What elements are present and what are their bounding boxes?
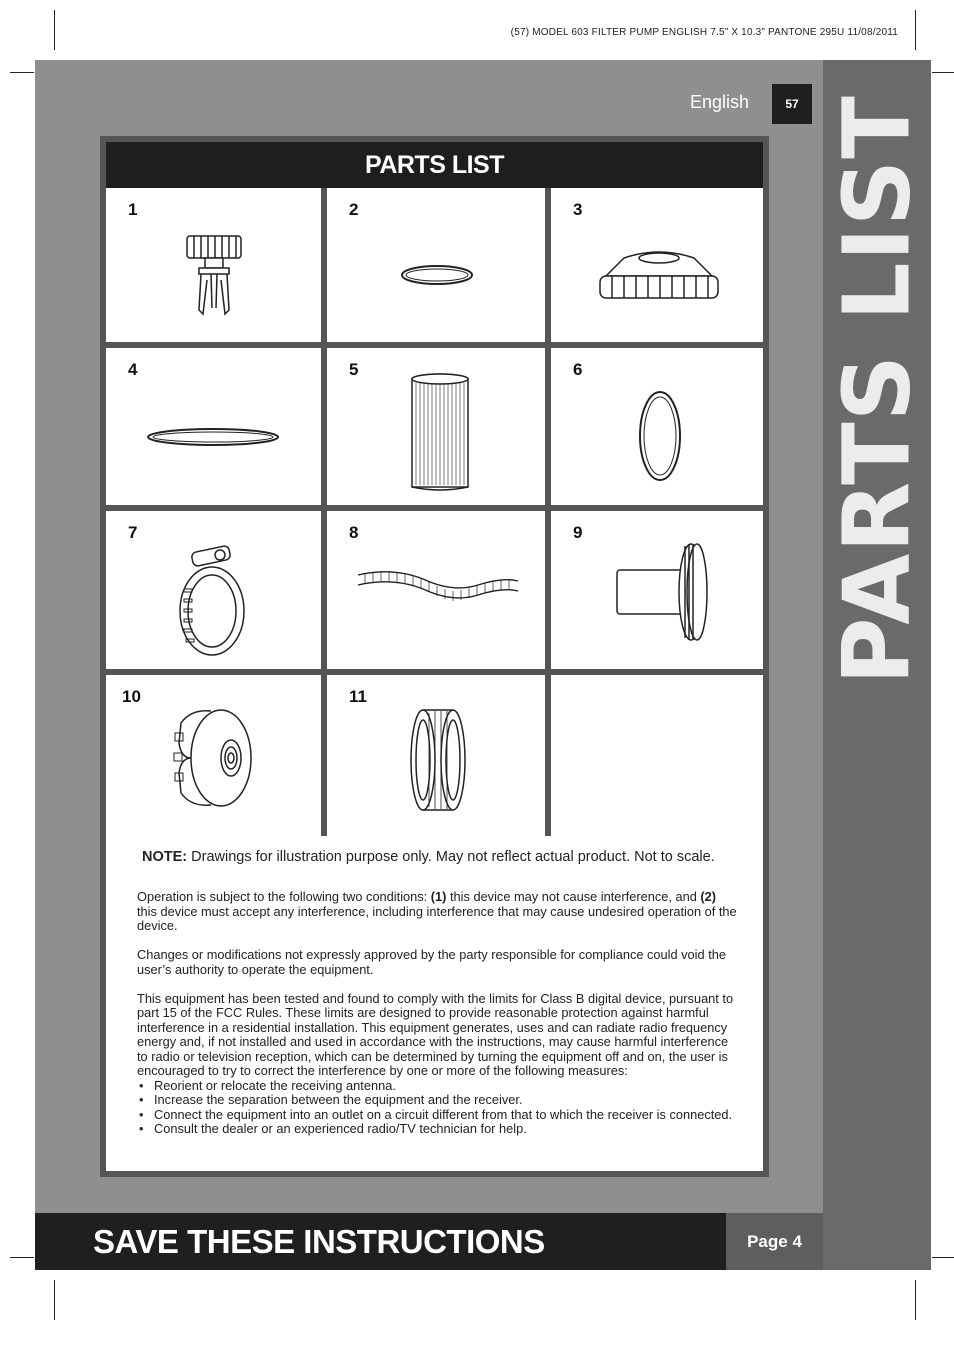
fcc-statement — [137, 890, 737, 1137]
fcc-paragraph-2: Changes or modifications not expressly approved by the party responsible for compliance could void the user’s authority to operate the equipment. — [137, 947, 726, 977]
crop-mark — [10, 72, 34, 73]
note-area — [106, 836, 763, 1171]
panel-title: PARTS LIST — [106, 142, 763, 188]
parts-list-panel — [100, 136, 769, 1177]
part-cell — [551, 511, 763, 669]
crop-mark — [932, 72, 954, 73]
part-number: 2 — [349, 200, 359, 219]
large-o-ring-icon — [143, 422, 283, 452]
part-cell — [551, 348, 763, 505]
part-cell — [327, 511, 545, 669]
strainer-grid-icon — [179, 230, 249, 320]
fcc-text: Operation is subject to the following two conditions: — [137, 889, 431, 904]
connector-nut-icon — [405, 705, 475, 815]
part-cell — [327, 675, 545, 836]
save-instructions-title: SAVE THESE INSTRUCTIONS — [93, 1223, 545, 1260]
list-item: • Connect the equipment into an outlet on a circuit different from that to which the receiver is connected. — [137, 1108, 737, 1123]
cover-cap-icon — [594, 248, 724, 308]
part-number: 3 — [573, 200, 583, 219]
side-title: PARTS LIST — [823, 95, 931, 685]
footer-page-label: Page 4 — [726, 1213, 823, 1270]
fcc-measures-list — [137, 1079, 737, 1137]
part-number: 10 — [122, 687, 141, 706]
oval-o-ring-icon — [635, 386, 685, 486]
part-number: 6 — [573, 360, 583, 379]
crop-mark — [54, 10, 55, 50]
part-cell — [327, 188, 545, 342]
fcc-text: this device must accept any interference, including interference that may cause undesired operation of the device. — [137, 903, 737, 933]
o-ring-small-icon — [397, 260, 477, 290]
page-badge: 57 — [772, 84, 812, 124]
crop-mark — [10, 1257, 34, 1258]
crop-mark — [932, 1257, 954, 1258]
crop-mark — [54, 1280, 55, 1320]
crop-mark — [915, 10, 916, 50]
side-strip — [823, 60, 931, 1270]
part-cell — [106, 511, 321, 669]
list-item: • Increase the separation between the equipment and the receiver. — [137, 1093, 737, 1108]
part-number: 11 — [349, 687, 367, 706]
part-cell — [551, 188, 763, 342]
part-number: 4 — [128, 360, 138, 379]
footer-band — [35, 1213, 726, 1270]
note-label: NOTE: — [142, 849, 188, 865]
part-cell — [327, 348, 545, 505]
filter-cartridge-icon — [405, 371, 475, 496]
note-body: Drawings for illustration purpose only. May not reflect actual product. Not to scale. — [187, 849, 715, 865]
parts-grid — [106, 188, 763, 836]
empty-cell — [551, 675, 763, 836]
list-item: • Consult the dealer or an experienced radio/TV technician for help. — [137, 1122, 737, 1137]
part-number: 5 — [349, 360, 359, 379]
list-item: • Reorient or relocate the receiving antenna. — [137, 1079, 737, 1094]
fcc-paragraph-1 — [137, 890, 737, 934]
fcc-condition-2: (2) — [700, 889, 717, 904]
note-text — [142, 848, 742, 867]
part-number: 1 — [128, 200, 138, 219]
flexible-hose-icon — [353, 563, 523, 613]
crop-mark — [915, 1280, 916, 1320]
part-number: 9 — [573, 523, 583, 542]
fcc-condition-1: (1) — [430, 889, 447, 904]
part-cell — [106, 188, 321, 342]
part-cell — [106, 348, 321, 505]
part-cell — [106, 675, 321, 836]
part-number: 8 — [349, 523, 359, 542]
language-label: English — [690, 92, 750, 112]
fcc-paragraph-3: This equipment has been tested and found to comply with the limits for Class B digital device, pursuant to part 15 of the FCC Rules. These limits are designed to provide reasonable protection against harmful interference in a residential installation. This equipment generates, uses and can radiate radio frequency energy and, if not installed and used in accordance with the instructions, may cause harmful interference to radio or television reception, which can be determined by turning the equipment off and on, the user is encouraged to try to correct the interference by one or more of the following measures: — [137, 990, 734, 1078]
plunger-valve-icon — [611, 538, 711, 648]
print-info: (57) MODEL 603 FILTER PUMP ENGLISH 7.5” X 10.3” PANTONE 295U 11/08/2011 — [510, 27, 898, 38]
part-number: 7 — [128, 523, 138, 542]
strainer-nut-icon — [171, 703, 261, 813]
fcc-text: this device may not cause interference, and — [446, 889, 701, 904]
hose-clamp-icon — [172, 541, 252, 661]
